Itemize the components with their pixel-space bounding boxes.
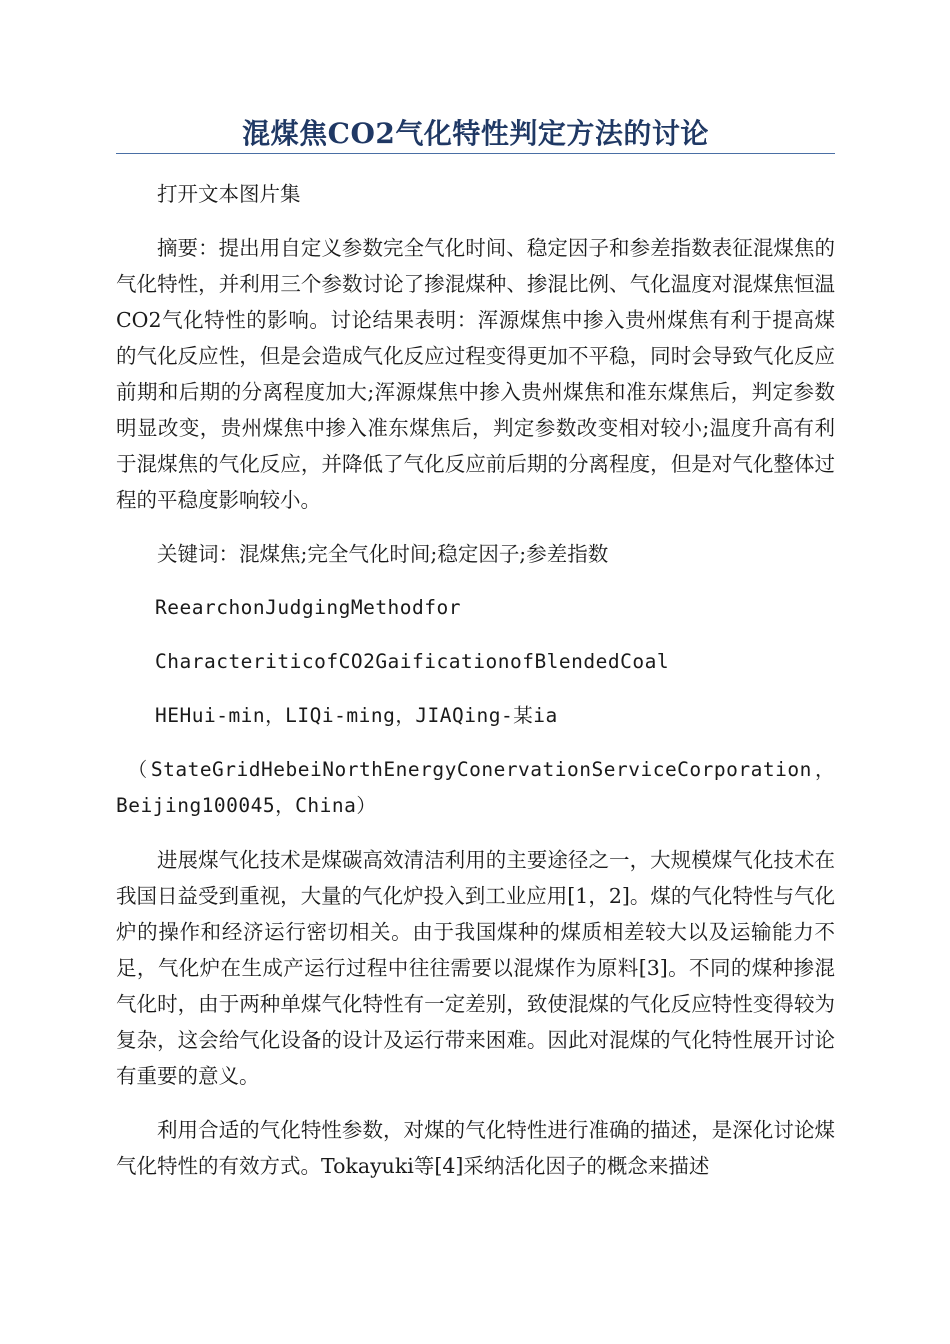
title-underline: [116, 153, 835, 154]
authors-line: HEHui-min，LIQi-ming，JIAQing-某ia: [155, 704, 558, 727]
open-image-collection-link[interactable]: 打开文本图片集: [157, 182, 301, 206]
body-paragraph-2: 利用合适的气化特性参数，对煤的气化特性进行准确的描述，是深化讨论煤气化特性的有效方式。Tokayuki等[4]采纳活化因子的概念来描述: [116, 1118, 835, 1178]
affiliation-line: （StateGridHebeiNorthEnergyConervationServiceCorporation，Beijing100045，China）: [116, 758, 835, 817]
keywords-line: 关键词：混煤焦;完全气化时间;稳定因子;参差指数: [157, 542, 609, 566]
english-title-line-2: CharacteriticofCO2GaificationofBlendedCoal: [155, 650, 670, 673]
document-title: 混煤焦CO2气化特性判定方法的讨论: [242, 117, 709, 150]
english-title-line-1: ReearchonJudgingMethodfor: [155, 596, 461, 619]
abstract-paragraph: 摘要：提出用自定义参数完全气化时间、稳定因子和参差指数表征混煤焦的气化特性，并利用三个参数讨论了掺混煤种、掺混比例、气化温度对混煤焦恒温CO2气化特性的影响。讨论结果表明：浑源煤焦中掺入贵州煤焦有利于提高煤的气化反应性，但是会造成气化反应过程变得更加不平稳，同时会导致气化反应前期和后期的分离程度加大;浑源煤焦中掺入贵州煤焦和准东煤焦后，判定参数明显改变，贵州煤焦中掺入准东煤焦后，判定参数改变相对较小;温度升高有利于混煤焦的气化反应，并降低了气化反应前后期的分离程度，但是对气化整体过程的平稳度影响较小。: [116, 236, 835, 512]
document-page: [116, 0, 835, 1184]
body-paragraph-1: 进展煤气化技术是煤碳高效清洁利用的主要途径之一，大规模煤气化技术在我国日益受到重视，大量的气化炉投入到工业应用[1，2]。煤的气化特性与气化炉的操作和经济运行密切相关。由于我国煤种的煤质相差较大以及运输能力不足，气化炉在生成产运行过程中往往需要以混煤作为原料[3]。不同的煤种掺混气化时，由于两种单煤气化特性有一定差别，致使混煤的气化反应特性变得较为复杂，这会给气化设备的设计及运行带来困难。因此对混煤的气化特性展开讨论有重要的意义。: [116, 848, 835, 1088]
